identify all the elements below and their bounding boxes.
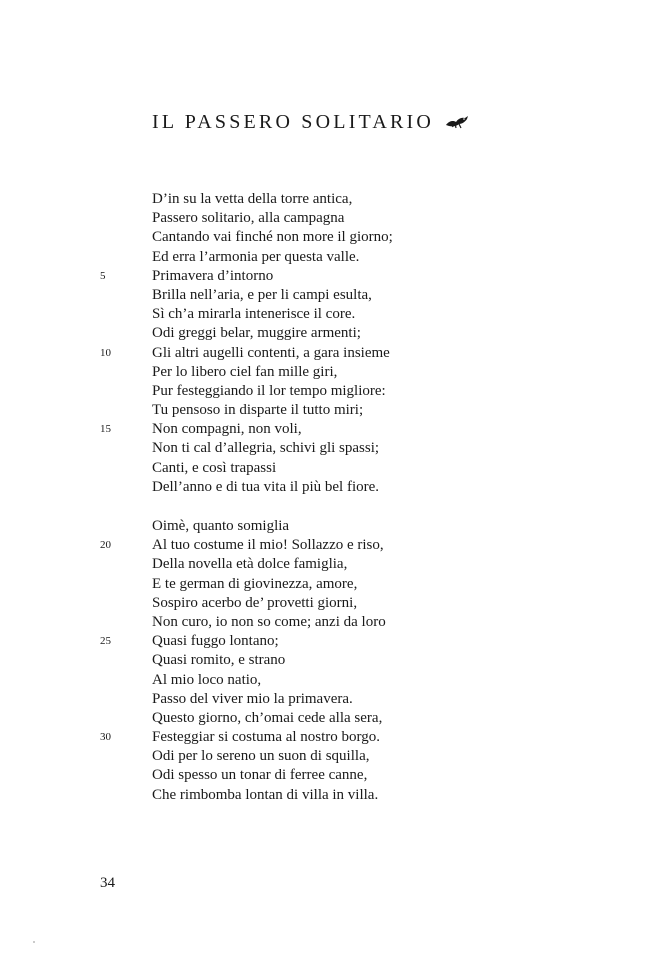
line-number: 25 (100, 635, 111, 648)
bird-ornament-icon (444, 114, 470, 130)
poem-line (152, 209, 393, 228)
poem-line (152, 382, 393, 401)
scan-speck (33, 941, 35, 943)
page-number: 34 (100, 875, 115, 891)
line-text: Per lo libero ciel fan mille giri, (152, 363, 338, 380)
poem-line (152, 190, 393, 209)
line-text: Non curo, io non so come; anzi da loro (152, 613, 386, 630)
line-text: Odi per lo sereno un suon di squilla, (152, 748, 370, 765)
line-number: 20 (100, 539, 111, 552)
poem-line (152, 709, 386, 728)
line-text: Dell’anno e di tua vita il più bel fiore. (152, 478, 380, 495)
line-number: 15 (100, 423, 111, 436)
poem-line (152, 363, 393, 382)
line-text: Festeggiar si costuma al nostro borgo. (152, 729, 381, 746)
poem-line (152, 690, 386, 709)
poem-line (100, 536, 386, 555)
line-text: Tu pensoso in disparte il tutto miri; (152, 402, 364, 419)
line-text: Al mio loco natio, (152, 671, 262, 688)
line-text: Passo del viver mio la primavera. (152, 690, 353, 707)
line-text: Ed erra l’armonia per questa valle. (152, 248, 360, 265)
line-text: E te german di giovinezza, amore, (152, 575, 358, 592)
line-text: Al tuo costume il mio! Sollazzo e riso, (152, 537, 384, 554)
poem-title: IL PASSERO SOLITARIO (152, 111, 435, 133)
line-text: Gli altri augelli contenti, a gara insieme (152, 344, 390, 361)
line-number: 10 (100, 346, 111, 359)
poem-line (152, 248, 393, 267)
poem-line (152, 324, 393, 343)
line-number: 5 (100, 269, 106, 282)
poem-line (100, 728, 386, 747)
poem-line (152, 401, 393, 420)
poem-line (152, 594, 386, 613)
poem-line (152, 671, 386, 690)
line-text: Odi spesso un tonar di ferree canne, (152, 767, 368, 784)
line-text: Odi greggi belar, muggire armenti; (152, 325, 361, 342)
line-text: Pur festeggiando il lor tempo migliore: (152, 382, 386, 399)
poem-line (100, 420, 393, 439)
line-text: Primavera d’intorno (152, 267, 274, 284)
line-text: Brilla nell’aria, e per li campi esulta, (152, 286, 372, 303)
poem-line (100, 344, 393, 363)
poem-line (152, 459, 393, 478)
poem-line (152, 766, 386, 785)
poem-line (152, 786, 386, 805)
poem-line (152, 439, 393, 458)
line-text: Sì ch’a mirarla intenerisce il core. (152, 306, 356, 323)
stanza-1 (100, 190, 393, 497)
line-text: D’in su la vetta della torre antica, (152, 191, 353, 207)
title-row (152, 108, 470, 136)
line-text: Della novella età dolce famiglia, (152, 556, 348, 573)
line-number: 30 (100, 731, 111, 744)
line-text: Non compagni, non voli, (152, 421, 302, 438)
line-text: Quasi fuggo lontano; (152, 633, 279, 650)
poem-line (100, 632, 386, 651)
line-text: Oimè, quanto somiglia (152, 518, 290, 534)
poem-line (152, 613, 386, 632)
poem-line (152, 747, 386, 766)
line-text: Questo giorno, ch’omai cede alla sera, (152, 709, 383, 726)
poem-line (152, 575, 386, 594)
poem-line (152, 228, 393, 247)
stanza-2 (100, 517, 386, 805)
poem-line (152, 305, 393, 324)
poem-line (152, 286, 393, 305)
poem-line (152, 517, 386, 536)
line-text: Che rimbomba lontan di villa in villa. (152, 786, 379, 803)
poem-line (152, 651, 386, 670)
line-text: Non ti cal d’allegria, schivi gli spassi; (152, 440, 380, 457)
line-text: Quasi romito, e strano (152, 652, 286, 669)
poem-line (152, 478, 393, 497)
poem-line (100, 267, 393, 286)
line-text: Passero solitario, alla campagna (152, 210, 345, 227)
line-text: Cantando vai finché non more il giorno; (152, 229, 393, 246)
line-text: Sospiro acerbo de’ provetti giorni, (152, 594, 358, 611)
line-text: Canti, e così trapassi (152, 459, 277, 476)
poem-line (152, 555, 386, 574)
